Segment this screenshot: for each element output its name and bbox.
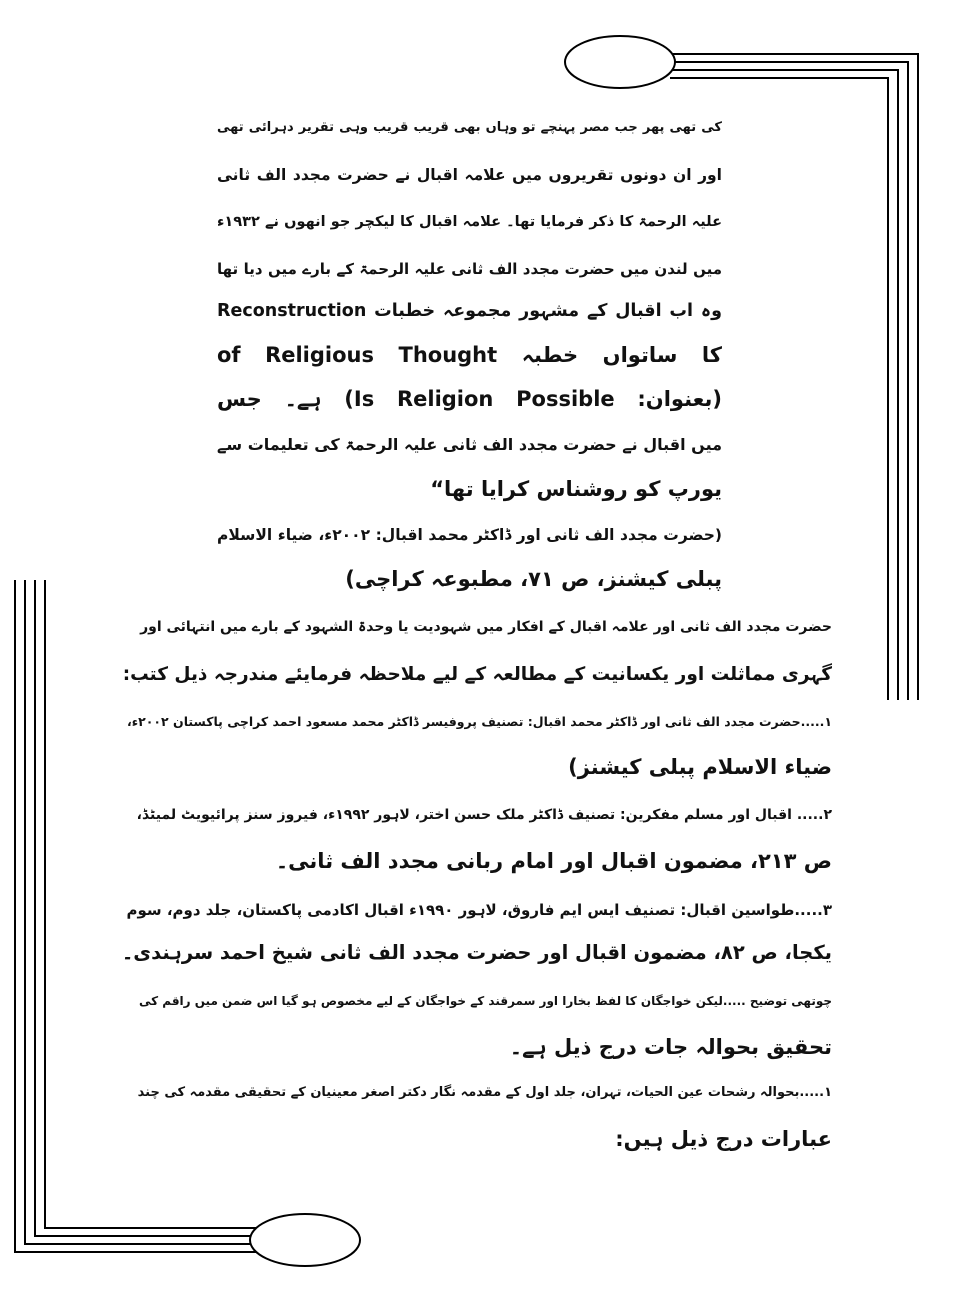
upper-line-4: میں لندن میں حضرت مجدد الف ثانی علیہ الرحمۃ کے بارے میں دیا تھا [217, 260, 722, 278]
upper-line-8: میں اقبال نے حضرت مجدد الف ثانی علیہ الرحمۃ کی تعلیمات سے [217, 435, 722, 454]
upper-line-3: علیہ الرحمۃ کا ذکر فرمایا تھا۔ علامہ اقبال کا لیکچر جو انھوں نے ۱۹۳۲ء [217, 214, 722, 230]
lower-line-2: گہری مماثلت اور یکسانیت کے مطالعہ کے لیے ملاحظہ فرمایئے مندرجہ ذیل کتب: [122, 664, 832, 685]
lower-line-1: حضرت مجدد الف ثانی اور علامہ اقبال کے افکار میں شہودیت یا وحدۃ الشہود کے بارے میں انتہائی اور [140, 619, 832, 635]
upper-line-9: یورپ کو روشناس کرایا تھا“ [430, 477, 722, 501]
lower-line-3: ۱.....حضرت مجدد الف ثانی اور ڈاکٹر محمد اقبال: تصنیف پروفیسر ڈاکٹر محمد مسعود احمد کراچی پاکستان ۲۰۰۲ء، [127, 714, 832, 729]
upper-line-2: اور ان دونوں تقریروں میں علامہ اقبال نے حضرت مجدد الف ثانی [217, 166, 722, 184]
upper-line-5: وہ اب اقبال کے مشہور مجموعہ خطبات Reconstruction [217, 301, 722, 321]
upper-line-11: پبلی کیشنز، ص ۷۱، مطبوعہ کراچی) [345, 567, 722, 591]
lower-line-12: عبارات درج ذیل ہیں: [615, 1127, 832, 1151]
upper-line-6: of Religious Thought کا ساتواں خطبہ [217, 343, 722, 367]
lower-line-11: ۱.....بحوالہ رشحات عین الحیات، تہران، جلد اول کے مقدمہ نگار دکتر اصغر معینیان کے تحقیقی مقدمہ کی چند [137, 1085, 832, 1100]
upper-line-10: (حضرت مجدد الف ثانی اور ڈاکٹر محمد اقبال: ۲۰۰۲ء، ضیاء الاسلام [217, 526, 722, 544]
upper-line-1: کی تھی پھر جب مصر پہنچے تو وہاں بھی قریب قریب وہی تقریر دہرائی تھی [217, 120, 722, 135]
lower-line-7: ۳.....طواسین اقبال: تصنیف ایس ایم فاروق، لاہور ۱۹۹۰ء اقبال اکادمی پاکستان، جلد دوم، سوم [126, 901, 832, 919]
lower-line-8: یکجا، ص ۸۲، مضمون اقبال اور حضرت مجدد الف ثانی شیخ احمد سرہندی۔ [121, 941, 832, 964]
lower-line-5: ۲..... اقبال اور مسلم مفکرین: تصنیف ڈاکٹر ملک حسن اختر، لاہور ۱۹۹۲ء، فیروز سنز پرائیویٹ لمیٹڈ، [136, 807, 832, 823]
bottom-oval-ornament [250, 1214, 360, 1266]
top-oval-ornament [565, 36, 675, 88]
lower-line-9: چوتھی توضیح .....لیکن خواجگان کا لفظ بخارا اور سمرقند کے خواجگان کے لیے مخصوص ہو گیا اس ضمن میں راقم کی [138, 994, 832, 1008]
lower-line-10: تحقیق بحوالہ جات درج ذیل ہے۔ [509, 1035, 832, 1059]
upper-line-7: (بعنوان: Is Religion Possible) ہے۔ جس [217, 387, 723, 411]
lower-line-4: ضیاء الاسلام پبلی کیشنز) [568, 755, 832, 779]
lower-line-6: ص ۲۱۳، مضمون اقبال اور امام ربانی مجدد الف ثانی۔ [275, 849, 832, 873]
